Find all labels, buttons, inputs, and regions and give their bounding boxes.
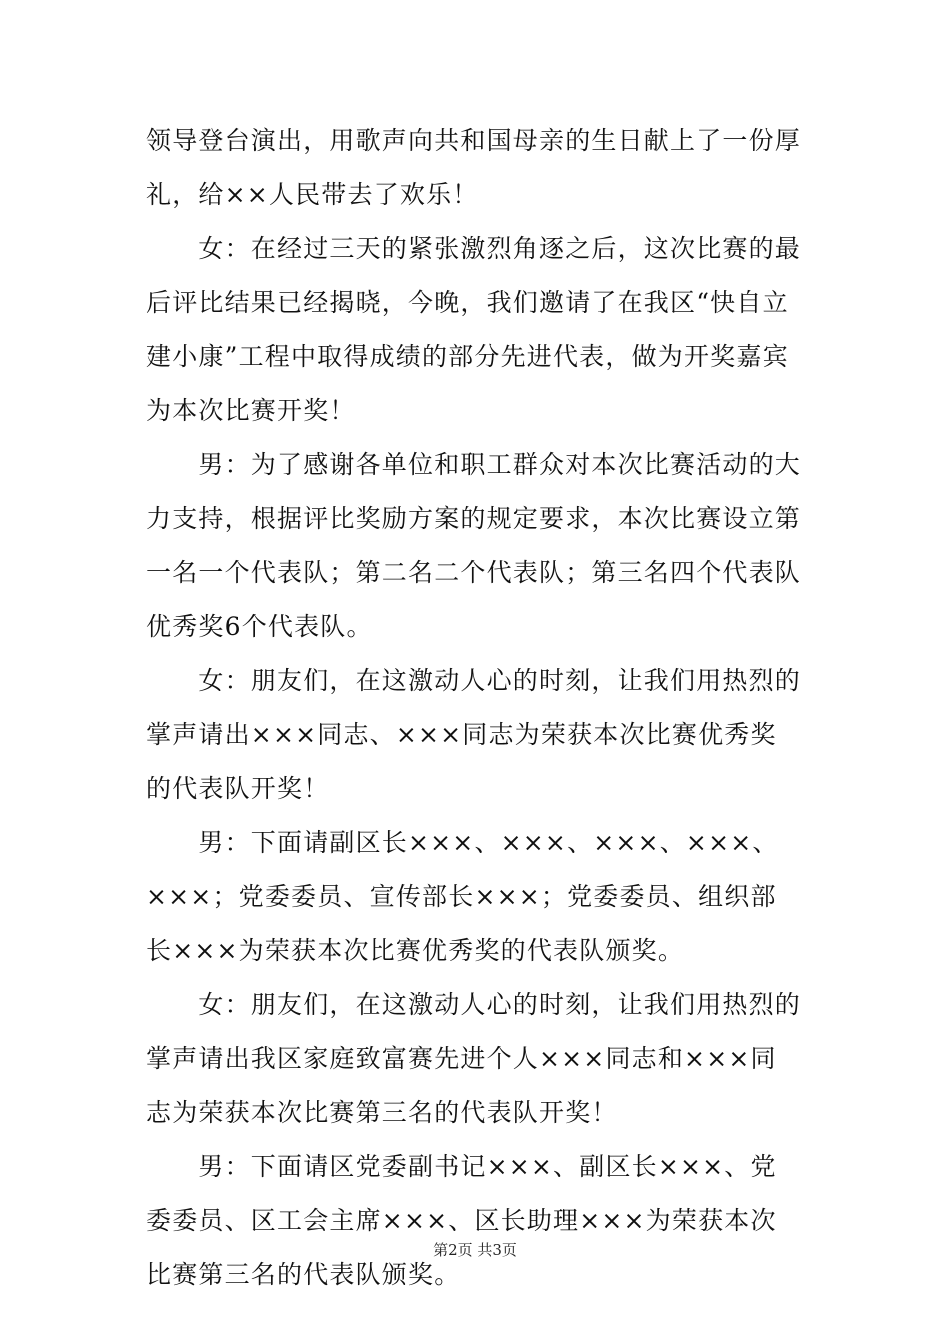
text-line: 礼，给××人民带去了欢乐！: [146, 180, 479, 209]
text-line: 后评比结果已经揭晓，今晚，我们邀请了在我区“快自立: [146, 288, 789, 317]
text-line: 掌声请出×××同志、×××同志为荣获本次比赛优秀奖: [146, 720, 777, 749]
text-line: 女：在经过三天的紧张激烈角逐之后，这次比赛的最: [146, 234, 802, 263]
text-line: 建小康”工程中取得成绩的部分先进代表，做为开奖嘉宾: [146, 342, 789, 371]
text-line: 一名一个代表队；第二名二个代表队；第三名四个代表队: [146, 558, 802, 587]
text-line: 志为荣获本次比赛第三名的代表队开奖！: [146, 1098, 618, 1127]
text-line: 男：下面请副区长×××、×××、×××、×××、: [146, 828, 779, 857]
body-text: [146, 114, 826, 1302]
text-line: 领导登台演出，用歌声向共和国母亲的生日献上了一份厚: [146, 126, 802, 155]
text-line: 优秀奖6个代表队。: [146, 612, 373, 641]
text-line: 女：朋友们，在这激动人心的时刻，让我们用热烈的: [146, 990, 802, 1019]
text-line: 的代表队开奖！: [146, 774, 330, 803]
page-number-footer: 第2页 共3页: [433, 1241, 517, 1259]
text-line: 长×××为荣获本次比赛优秀奖的代表队颁奖。: [146, 936, 685, 965]
text-line: 为本次比赛开奖！: [146, 396, 356, 425]
text-line: 比赛第三名的代表队颁奖。: [146, 1260, 461, 1289]
text-line: 掌声请出我区家庭致富赛先进个人×××同志和×××同: [146, 1044, 777, 1073]
text-line: 男：为了感谢各单位和职工群众对本次比赛活动的大: [146, 450, 802, 479]
text-line: 委委员、区工会主席×××、区长助理×××为荣获本次: [146, 1206, 777, 1235]
text-line: 男：下面请区党委副书记×××、副区长×××、党: [146, 1152, 777, 1181]
text-line: 女：朋友们，在这激动人心的时刻，让我们用热烈的: [146, 666, 802, 695]
text-line: ×××；党委委员、宣传部长×××；党委委员、组织部: [146, 882, 777, 911]
text-line: 力支持，根据评比奖励方案的规定要求，本次比赛设立第: [146, 504, 802, 533]
